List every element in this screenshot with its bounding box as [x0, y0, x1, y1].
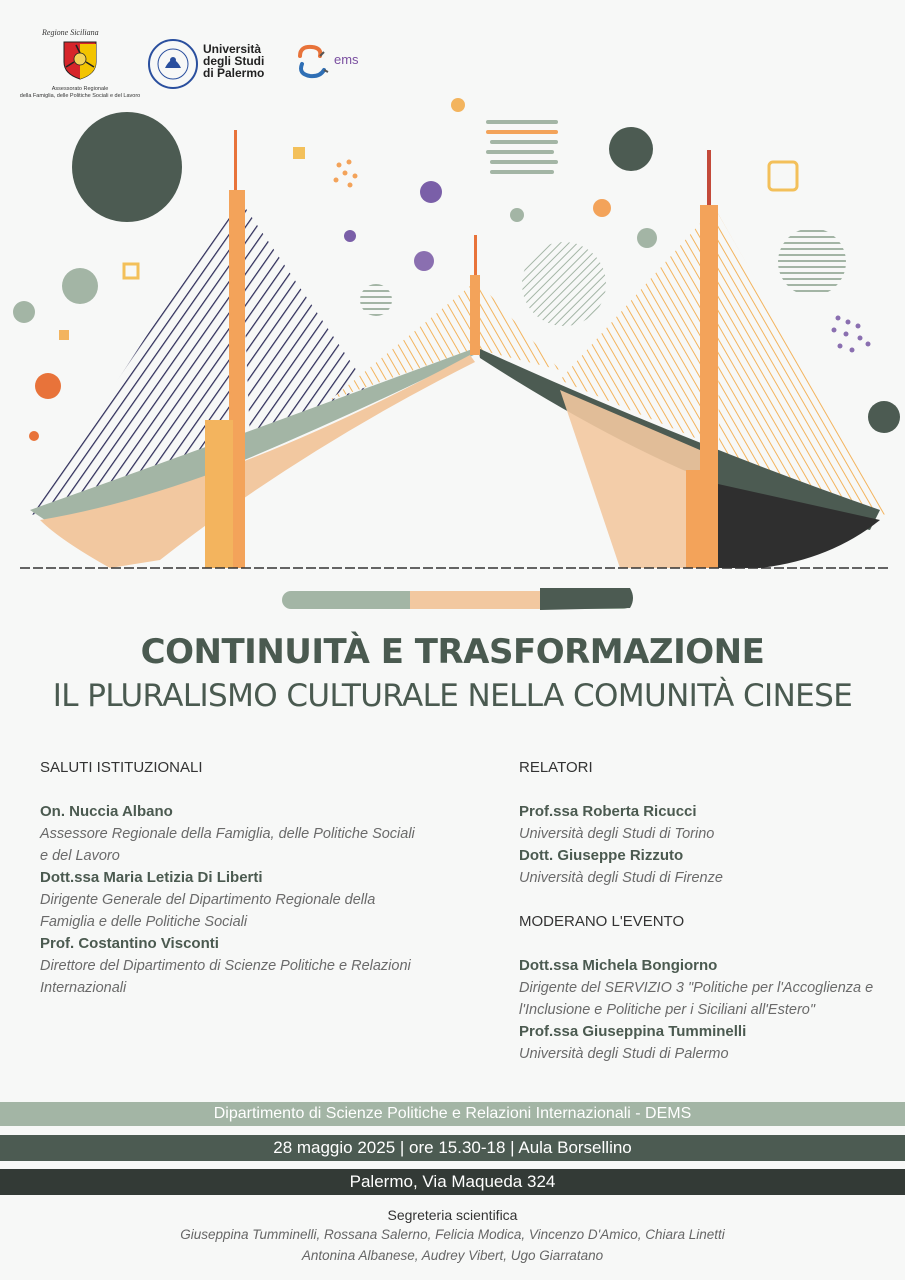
unipa-line-2: degli Studi [203, 54, 265, 68]
left-column [40, 757, 480, 999]
speaker-role: Famiglia e delle Politiche Sociali [40, 914, 248, 930]
page-title: CONTINUITÀ E TRASFORMAZIONE [140, 632, 765, 672]
orange-dot-deco [593, 199, 611, 217]
orange-dot-deco [35, 373, 61, 399]
speaker-name: Dott.ssa Maria Letizia Di Liberti [40, 869, 263, 886]
speaker-role: Università degli Studi di Torino [519, 826, 715, 842]
date-band: 28 maggio 2025 | ore 15.30-18 | Aula Borsellino [0, 1135, 905, 1161]
striped-dot-deco [360, 284, 392, 316]
moderator-name: Prof.ssa Giuseppina Tumminelli [519, 1023, 747, 1040]
speaker-role: Internazionali [40, 980, 127, 996]
speaker-role: Università degli Studi di Firenze [519, 870, 723, 886]
speaker-role: Dirigente Generale del Dipartimento Regionale della [40, 892, 376, 908]
secretariat-heading: Segreteria scientifica [387, 1207, 518, 1223]
moderator-name: Dott.ssa Michela Bongiorno [519, 957, 718, 974]
sage-dot-deco [510, 208, 524, 222]
unipa-line-3: di Palermo [203, 66, 265, 80]
speaker-name: Dott. Giuseppe Rizzuto [519, 847, 684, 864]
department-band: Dipartimento di Scienze Politiche e Relazioni Internazionali - DEMS [0, 1102, 905, 1126]
region-caption-2: della Famiglia, delle Politiche Sociali e del Lavoro [19, 93, 141, 99]
moderator-role: Università degli Studi di Palermo [519, 1046, 729, 1062]
striped-circle-deco [778, 228, 846, 296]
speaker-name: On. Nuccia Albano [40, 803, 173, 820]
unipa-line-1: Università [203, 42, 262, 56]
sage-dot-deco [13, 301, 35, 323]
moderator-role: l'Inclusione e Politiche per i Siciliani all'Estero" [519, 1002, 815, 1018]
relatori-heading: RELATORI [519, 759, 593, 776]
region-caption-1: Assessorato Regionale [51, 86, 109, 92]
striped-circle-deco [522, 242, 606, 326]
center-tower [470, 275, 480, 355]
purple-dot-deco [414, 251, 434, 271]
saluti-heading: SALUTI ISTITUZIONALI [40, 759, 203, 776]
unipa-seal-icon [147, 38, 199, 90]
sage-dot-deco [637, 228, 657, 248]
sage-dot-deco [62, 268, 98, 304]
speaker-role: Direttore del Dipartimento di Scienze Politiche e Relazioni [40, 958, 411, 974]
bridge-illustration [0, 90, 905, 620]
right-column [519, 757, 904, 1065]
dark-circle-deco [609, 127, 653, 171]
secretariat-line-1: Giuseppina Tumminelli, Rossana Salerno, Felicia Modica, Vincenzo D'Amico, Chiara Linetti [180, 1227, 725, 1242]
moderano-heading: MODERANO L'EVENTO [519, 913, 685, 930]
purple-dot-deco [344, 230, 356, 242]
speaker-name: Prof. Costantino Visconti [40, 935, 219, 952]
right-tower [700, 205, 718, 568]
orange-dot-deco [451, 98, 465, 112]
trinacria-shield-icon [62, 40, 98, 80]
page-subtitle: IL PLURALISMO CULTURALE NELLA COMUNITÀ CINESE [52, 678, 853, 714]
speaker-role: Assessore Regionale della Famiglia, delle Politiche Sociali [40, 826, 415, 842]
dark-circle-deco [72, 112, 182, 222]
striped-dot-deco [868, 401, 900, 433]
unipa-wordmark [203, 43, 264, 79]
secretariat-line-2: Antonina Albanese, Audrey Vibert, Ugo Giarratano [301, 1248, 604, 1263]
dems-wordmark: ems [334, 52, 359, 67]
purple-dot-deco [420, 181, 442, 203]
speaker-name: Prof.ssa Roberta Ricucci [519, 803, 697, 820]
speaker-role: e del Lavoro [40, 848, 120, 864]
orange-dot-deco [29, 431, 39, 441]
moderator-role: Dirigente del SERVIZIO 3 "Politiche per l'Accoglienza e [519, 980, 874, 996]
location-band: Palermo, Via Maqueda 324 [0, 1169, 905, 1195]
region-script: Regione Siciliana [42, 28, 99, 37]
dems-logo-icon [294, 42, 334, 82]
